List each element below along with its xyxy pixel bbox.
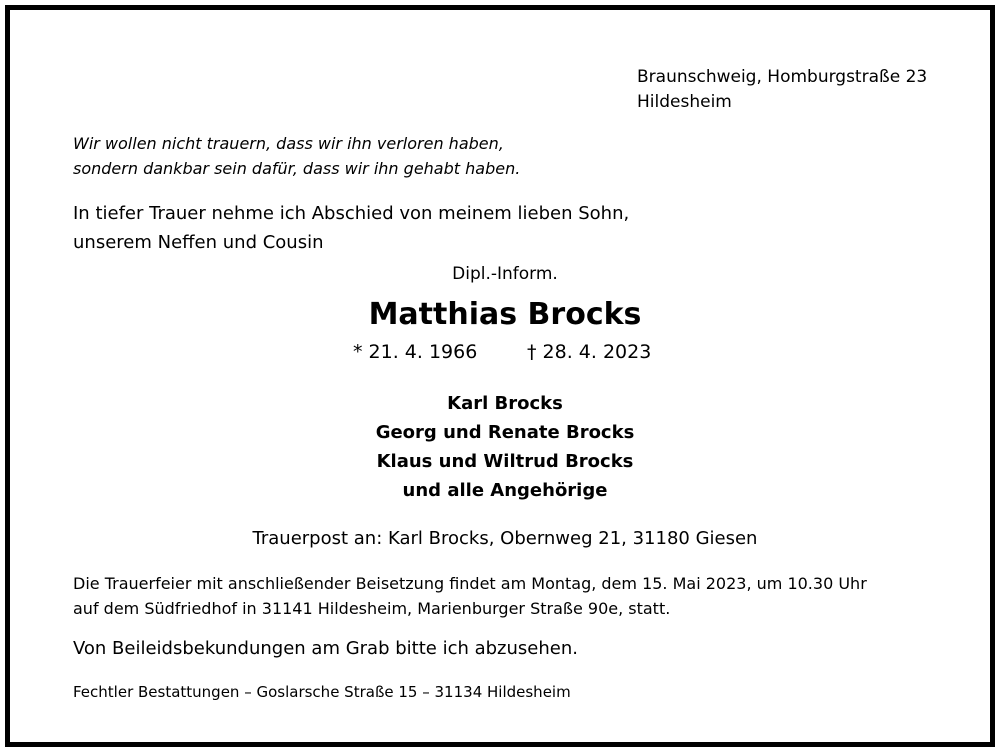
condolence-request: Von Beileidsbekundungen am Grab bitte ich abzusehen.	[73, 638, 578, 659]
death-date: † 28. 4. 2023	[527, 341, 652, 363]
obituary-frame	[5, 5, 995, 747]
quote-line-2: sondern dankbar sein dafür, dass wir ihn gehabt haben.	[73, 159, 521, 178]
mourner-3: Klaus und Wiltrud Brocks	[376, 451, 634, 472]
mourner-2: Georg und Renate Brocks	[375, 422, 635, 443]
service-line-1: Die Trauerfeier mit anschließender Beisetzung findet am Montag, dem 15. Mai 2023, um 10.30 Uhr	[73, 574, 867, 593]
intro-line-1: In tiefer Trauer nehme ich Abschied von meinem lieben Sohn,	[73, 203, 630, 224]
academic-title: Dipl.-Inform.	[452, 264, 558, 284]
deceased-name: Matthias Brocks	[368, 297, 642, 332]
undertaker-info: Fechtler Bestattungen – Goslarsche Straße 15 – 31134 Hildesheim	[73, 683, 571, 701]
intro-line-2: unserem Neffen und Cousin	[73, 232, 324, 253]
mail-address: Trauerpost an: Karl Brocks, Obernweg 21, 31180 Giesen	[252, 528, 758, 549]
service-line-2: auf dem Südfriedhof in 31141 Hildesheim, Marienburger Straße 90e, statt.	[73, 599, 671, 618]
address-line-2: Hildesheim	[637, 92, 732, 112]
mourner-1: Karl Brocks	[447, 393, 563, 414]
quote-line-1: Wir wollen nicht trauern, dass wir ihn verloren haben,	[73, 134, 504, 153]
address-line-1: Braunschweig, Homburgstraße 23	[637, 67, 928, 87]
birth-date: * 21. 4. 1966	[353, 341, 478, 363]
mourner-4: und alle Angehörige	[402, 480, 608, 501]
